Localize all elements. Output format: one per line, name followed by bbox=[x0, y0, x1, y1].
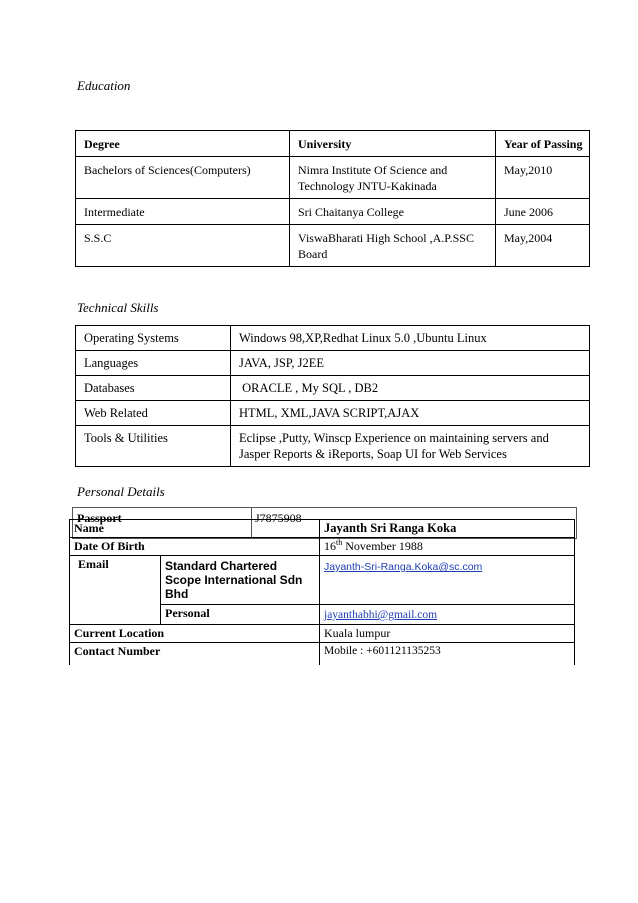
year-cell: May,2010 bbox=[496, 157, 590, 199]
contact-value: Mobile : +601121135253 bbox=[320, 643, 575, 665]
email-personal-label: Personal bbox=[161, 605, 320, 625]
table-row bbox=[70, 538, 575, 556]
technical-skills-heading: Technical Skills bbox=[77, 300, 159, 315]
skill-value-cell: HTML, XML,JAVA SCRIPT,AJAX bbox=[231, 401, 590, 426]
column-header: Year of Passing bbox=[496, 131, 590, 157]
email-personal-cell bbox=[320, 605, 575, 625]
university-cell: Sri Chaitanya College bbox=[290, 199, 496, 225]
skill-value-cell: Eclipse ,Putty, Winscp Experience on maintaining servers and Jasper Reports & iReports, Soap UI for Web Services bbox=[231, 426, 590, 467]
skill-value-cell: JAVA, JSP, J2EE bbox=[231, 351, 590, 376]
table-row bbox=[76, 401, 590, 426]
table-row bbox=[70, 556, 575, 605]
passport-value: J7875908 bbox=[255, 511, 302, 525]
university-cell: Nimra Institute Of Science and Technology JNTU-Kakinada bbox=[290, 157, 496, 199]
skill-category-cell: Databases bbox=[76, 376, 231, 401]
personal-details-table bbox=[69, 519, 575, 665]
location-value: Kuala lumpur bbox=[320, 625, 575, 643]
table-row bbox=[76, 199, 590, 225]
skill-category-cell: Web Related bbox=[76, 401, 231, 426]
dob-label: Date Of Birth bbox=[70, 538, 320, 556]
email-work-link[interactable]: Jayanth-Sri-Ranga.Koka@sc.com bbox=[324, 561, 483, 573]
table-row bbox=[70, 520, 575, 538]
contact-label: Contact Number bbox=[70, 643, 320, 665]
email-work-cell bbox=[320, 556, 575, 605]
email-personal-link[interactable]: jayanthabhi@gmail.com bbox=[324, 609, 438, 621]
education-table bbox=[75, 130, 590, 267]
year-cell: May,2004 bbox=[496, 225, 590, 267]
university-cell: ViswaBharati High School ,A.P.SSC Board bbox=[290, 225, 496, 267]
table-row bbox=[76, 351, 590, 376]
skill-category-cell: Operating Systems bbox=[76, 326, 231, 351]
name-label: Name bbox=[70, 520, 320, 538]
skill-value-cell: Windows 98,XP,Redhat Linux 5.0 ,Ubuntu Linux bbox=[231, 326, 590, 351]
technical-skills-table bbox=[75, 325, 590, 467]
degree-cell: Intermediate bbox=[76, 199, 290, 225]
table-row bbox=[76, 326, 590, 351]
degree-cell: Bachelors of Sciences(Computers) bbox=[76, 157, 290, 199]
table-row bbox=[70, 643, 575, 665]
year-cell: June 2006 bbox=[496, 199, 590, 225]
email-work-label: Standard Chartered Scope International Sdn Bhd bbox=[161, 556, 320, 605]
location-label: Current Location bbox=[70, 625, 320, 643]
skill-category-cell: Languages bbox=[76, 351, 231, 376]
table-row bbox=[76, 376, 590, 401]
personal-details-heading: Personal Details bbox=[77, 484, 165, 499]
table-row bbox=[76, 426, 590, 467]
column-header: Degree bbox=[76, 131, 290, 157]
passport-label: Passport bbox=[77, 511, 122, 525]
dob-value: 16th November 1988 bbox=[320, 538, 575, 556]
email-label: Email bbox=[70, 556, 161, 625]
table-row bbox=[76, 225, 590, 267]
skill-value-cell: ORACLE , My SQL , DB2 bbox=[231, 376, 590, 401]
column-header: University bbox=[290, 131, 496, 157]
education-heading: Education bbox=[77, 78, 131, 93]
degree-cell: S.S.C bbox=[76, 225, 290, 267]
skill-category-cell: Tools & Utilities bbox=[76, 426, 231, 467]
name-value: Jayanth Sri Ranga Koka bbox=[320, 520, 575, 538]
table-row bbox=[70, 625, 575, 643]
table-row bbox=[76, 157, 590, 199]
table-header-row bbox=[76, 131, 590, 157]
